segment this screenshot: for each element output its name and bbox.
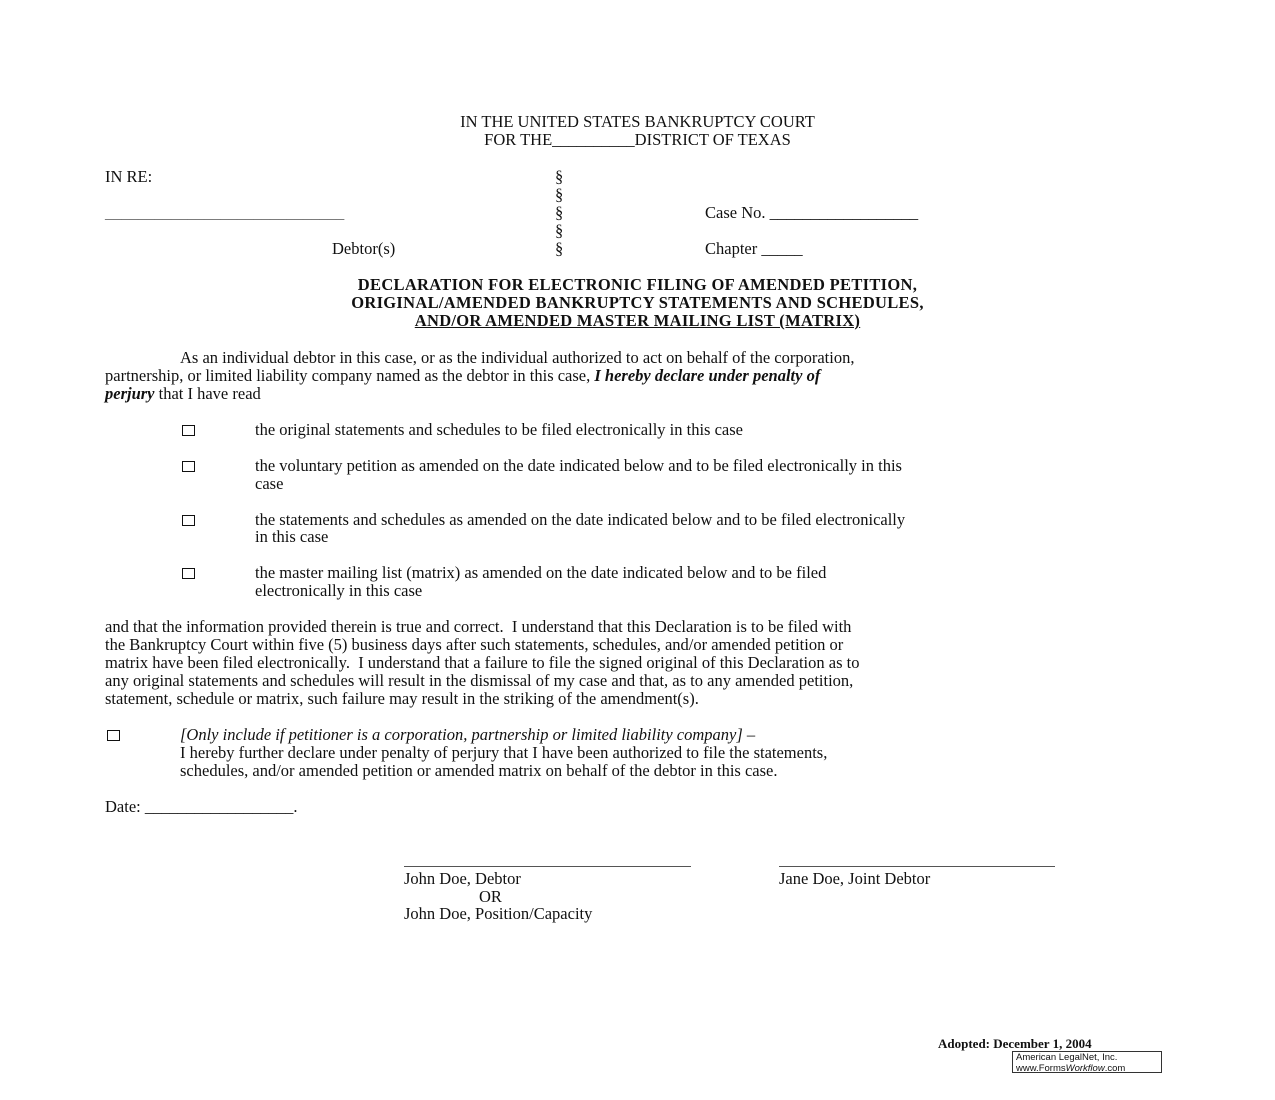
option-checkbox-petition[interactable] <box>182 461 195 472</box>
court-header-line1: IN THE UNITED STATES BANKRUPTCY COURT <box>460 112 815 131</box>
option-checkbox-matrix[interactable] <box>182 568 195 579</box>
signature-or: OR <box>479 887 502 906</box>
corporation-note: [Only include if petitioner is a corporation, partnership or limited liability company] – <box>180 725 756 744</box>
debtor-signature-name: John Doe, Debtor <box>404 869 521 888</box>
debtor-label: Debtor(s) <box>332 239 396 258</box>
option-text: in this case <box>255 527 329 546</box>
joint-debtor-signature-name: Jane Doe, Joint Debtor <box>779 869 931 888</box>
section-symbol: § <box>555 221 564 240</box>
date-field[interactable]: Date: __________________. <box>105 797 298 816</box>
publisher-url[interactable]: www.FormsWorkflow.com <box>1016 1062 1126 1074</box>
option-checkbox-original[interactable] <box>182 425 195 436</box>
title-line3: AND/OR AMENDED MASTER MAILING LIST (MATRIX) <box>414 311 861 330</box>
corporation-line3: schedules, and/or amended petition or amended matrix on behalf of the debtor in this case. <box>180 761 778 780</box>
body-line: the Bankruptcy Court within five (5) business days after such statements, schedules, and/or amended petition or <box>105 635 844 654</box>
intro-line2: partnership, or limited liability company named as the debtor in this case, I hereby declare under penalty of <box>105 366 821 385</box>
section-symbol: § <box>555 203 564 222</box>
publisher-stamp <box>1012 1051 1162 1073</box>
position-signature-name: John Doe, Position/Capacity <box>404 904 593 923</box>
body-line: any original statements and schedules will result in the dismissal of my case and that, as to any amended petition, <box>105 671 854 690</box>
intro-line1: As an individual debtor in this case, or as the individual authorized to act on behalf of the corporation, <box>180 348 855 367</box>
corporation-checkbox[interactable] <box>107 730 120 741</box>
option-text: the voluntary petition as amended on the date indicated below and to be filed electronically in this <box>255 456 902 475</box>
section-symbol: § <box>555 167 564 186</box>
title-line2: ORIGINAL/AMENDED BANKRUPTCY STATEMENTS AND SCHEDULES, <box>351 293 924 312</box>
option-text: the master mailing list (matrix) as amended on the date indicated below and to be filed <box>255 563 827 582</box>
adopted-date: Adopted: December 1, 2004 <box>938 1036 1092 1051</box>
debtor-signature-line[interactable] <box>404 866 691 867</box>
option-text: the original statements and schedules to be filed electronically in this case <box>255 420 743 439</box>
case-number-field[interactable]: Case No. __________________ <box>705 203 919 222</box>
debtor-name-blank[interactable]: _____________________________ <box>105 203 345 222</box>
body-line: matrix have been filed electronically. I understand that a failure to file the signed original of this Declaration as to <box>105 653 860 672</box>
chapter-field[interactable]: Chapter _____ <box>705 239 803 258</box>
option-checkbox-schedules[interactable] <box>182 515 195 526</box>
body-line: and that the information provided therein is true and correct. I understand that this Declaration is to be filed with <box>105 617 852 636</box>
option-text: case <box>255 474 284 493</box>
corporation-line2: I hereby further declare under penalty of perjury that I have been authorized to file the statements, <box>180 743 828 762</box>
publisher-name: American LegalNet, Inc. <box>1016 1052 1118 1063</box>
body-line: statement, schedule or matrix, such failure may result in the striking of the amendment(s). <box>105 689 699 708</box>
section-symbol: § <box>555 239 564 258</box>
in-re-label: IN RE: <box>105 167 153 186</box>
title-line1: DECLARATION FOR ELECTRONIC FILING OF AMENDED PETITION, <box>357 275 918 294</box>
section-symbol: § <box>555 185 564 204</box>
intro-line3: perjury that I have read <box>105 384 261 403</box>
joint-debtor-signature-line[interactable] <box>779 866 1055 867</box>
option-text: electronically in this case <box>255 581 423 600</box>
court-header-line2: FOR THE__________DISTRICT OF TEXAS <box>484 130 791 149</box>
option-text: the statements and schedules as amended on the date indicated below and to be filed electronically <box>255 510 906 529</box>
